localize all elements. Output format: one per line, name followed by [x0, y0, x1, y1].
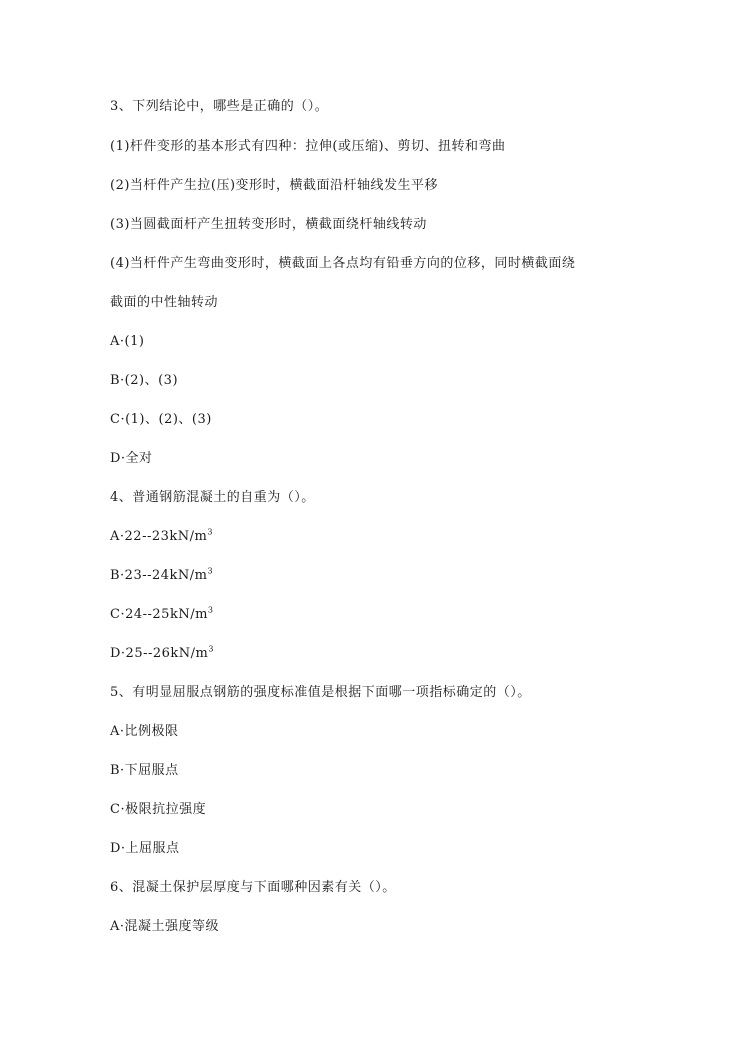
- question-3-option-b: B·(2)、(3): [110, 373, 179, 388]
- unit-exponent: 3: [207, 527, 213, 537]
- question-5-option-d: D·上屈服点: [110, 841, 180, 856]
- question-4-option-b: [110, 567, 213, 585]
- unit-exponent: 3: [208, 644, 214, 654]
- question-3-statement-3: (3)当圆截面杆产生扭转变形时，横截面绕杆轴线转动: [110, 217, 427, 232]
- option-text: C·24--25kN/m: [110, 607, 208, 622]
- question-4-option-a: [110, 528, 213, 546]
- question-6-stem: 6、混凝土保护层厚度与下面哪种因素有关（）。: [110, 880, 396, 895]
- option-text: A·22--23kN/m: [110, 529, 208, 544]
- question-3-stem: 3、下列结论中，哪些是正确的（）。: [110, 99, 329, 114]
- question-3-statement-4: (4)当杆件产生弯曲变形时，横截面上各点均有铅垂方向的位移，同时横截面绕: [110, 256, 576, 271]
- question-5-stem: 5、有明显屈服点钢筋的强度标准值是根据下面哪一项指标确定的（）。: [110, 685, 531, 700]
- question-3-option-c: C·(1)、(2)、(3): [110, 412, 212, 427]
- question-4-option-d: [110, 645, 214, 663]
- question-5-option-c: C·极限抗拉强度: [110, 802, 207, 817]
- question-3-statement-4-continued: 截面的中性轴转动: [110, 295, 219, 310]
- question-3-option-d: D·全对: [110, 451, 153, 466]
- question-3-statement-1: (1)杆件变形的基本形式有四种：拉伸(或压缩)、剪切、扭转和弯曲: [110, 139, 506, 154]
- question-5-option-b: B·下屈服点: [110, 763, 179, 778]
- unit-exponent: 3: [207, 566, 214, 576]
- option-text: B·23--24kN/m: [110, 568, 208, 583]
- option-text: D·25--26kN/m: [110, 646, 209, 661]
- question-3-option-a: A·(1): [110, 334, 145, 349]
- question-4-option-c: [110, 606, 214, 624]
- question-6-option-a: A·混凝土强度等级: [110, 919, 220, 934]
- unit-exponent: 3: [207, 605, 214, 615]
- question-5-option-a: A·比例极限: [110, 724, 179, 739]
- question-4-stem: 4、普通钢筋混凝土的自重为（）。: [110, 490, 315, 505]
- question-3-statement-2: (2)当杆件产生拉(压)变形时，横截面沿杆轴线发生平移: [110, 178, 439, 193]
